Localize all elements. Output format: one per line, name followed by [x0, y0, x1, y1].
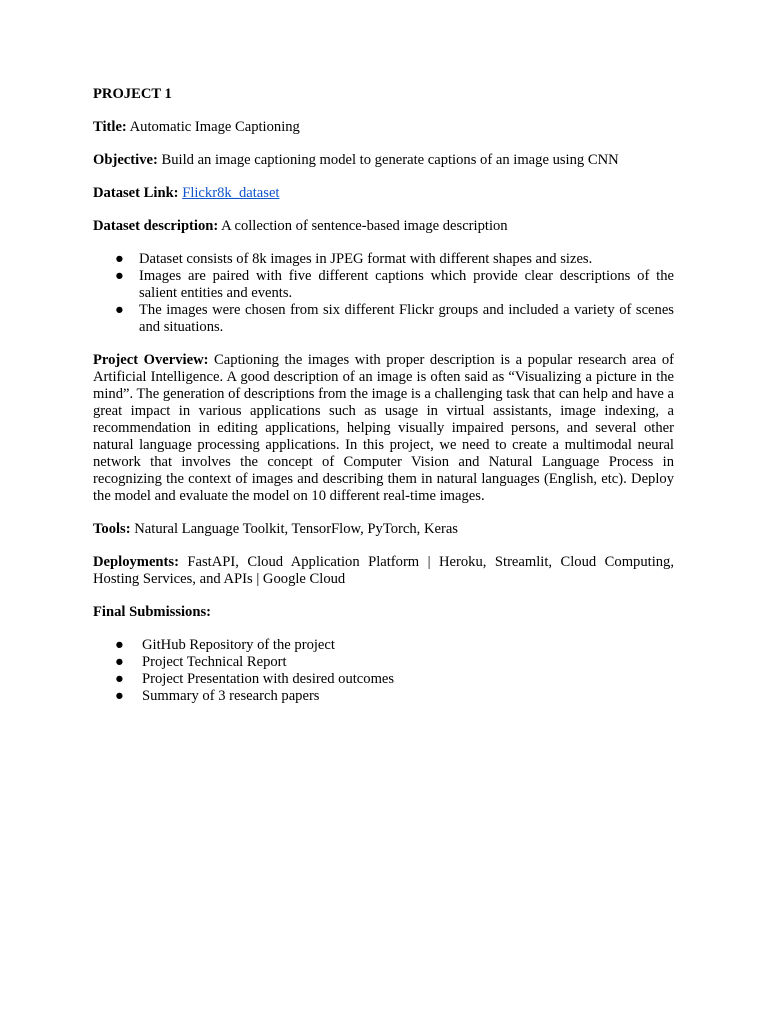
objective-line — [93, 152, 674, 169]
project-heading — [93, 86, 674, 103]
list-item-text: Project Technical Report — [142, 654, 287, 670]
tools-label: Tools: — [93, 521, 131, 537]
bullet-icon: ● — [115, 688, 124, 704]
bullet-icon: ● — [115, 302, 124, 318]
list-item-text: Dataset consists of 8k images in JPEG format with different shapes and sizes. — [139, 251, 593, 267]
final-submissions-label: Final Submissions: — [93, 604, 212, 620]
dataset-link-line — [93, 185, 674, 202]
dataset-description-line — [93, 218, 674, 235]
list-item — [93, 302, 674, 336]
deployments-label: Deployments: — [93, 554, 179, 570]
bullet-icon: ● — [115, 251, 124, 267]
list-item-text: Images are paired with five different captions which provide clear descriptions of the salient entities and events. — [139, 268, 674, 301]
list-item-text: Project Presentation with desired outcomes — [142, 671, 395, 687]
deployments-value: FastAPI, Cloud Application Platform | Heroku, Streamlit, Cloud Computing, Hosting Services, and APIs | Google Cloud — [93, 554, 674, 587]
dataset-description-list — [93, 251, 674, 336]
dataset-link-label: Dataset Link: — [93, 185, 179, 201]
list-item — [93, 688, 674, 705]
tools-value: Natural Language Toolkit, TensorFlow, PyTorch, Keras — [130, 521, 458, 537]
project-overview-text: Captioning the images with proper description is a popular research area of Artificial Intelligence. A good description of an image is often said as “Visualizing a picture in the mind”. The generation of descriptions from the image is a challenging task that can help and have a great impact in various applications such as usage in virtual assistants, image indexing, a recommendation in editing applications, helping visually impaired persons, and several other natural language processing applications. In this project, we need to create a multimodal neural network that involves the concept of Computer Vision and Natural Language Process in recognizing the context of images and describing them in natural languages (English, etc). Deploy the model and evaluate the model on 10 different real-time images. — [93, 352, 674, 504]
list-item — [93, 251, 674, 268]
objective-value: Build an image captioning model to generate captions of an image using CNN — [157, 152, 619, 168]
dataset-description-value: A collection of sentence-based image description — [218, 218, 508, 234]
project-overview-label: Project Overview: — [93, 352, 209, 368]
dataset-description-label: Dataset description: — [93, 218, 219, 234]
title-value: Automatic Image Captioning — [126, 119, 300, 135]
document-page — [93, 86, 674, 721]
tools-line — [93, 521, 674, 538]
list-item — [93, 671, 674, 688]
title-label: Title: — [93, 119, 127, 135]
bullet-icon: ● — [115, 637, 124, 653]
list-item-text: The images were chosen from six different Flickr groups and included a variety of scenes and situations. — [139, 302, 674, 335]
title-line — [93, 119, 674, 136]
list-item — [93, 268, 674, 302]
list-item — [93, 654, 674, 671]
bullet-icon: ● — [115, 268, 124, 284]
objective-label: Objective: — [93, 152, 158, 168]
bullet-icon: ● — [115, 654, 124, 670]
dataset-link[interactable]: Flickr8k_dataset — [182, 185, 280, 201]
deployments-line — [93, 554, 674, 588]
final-submissions-list — [93, 637, 674, 705]
bullet-icon: ● — [115, 671, 124, 687]
list-item — [93, 637, 674, 654]
project-overview — [93, 352, 674, 505]
list-item-text: GitHub Repository of the project — [142, 637, 335, 653]
list-item-text: Summary of 3 research papers — [142, 688, 320, 704]
project-heading-text: PROJECT 1 — [93, 86, 172, 102]
final-submissions-line — [93, 604, 674, 621]
